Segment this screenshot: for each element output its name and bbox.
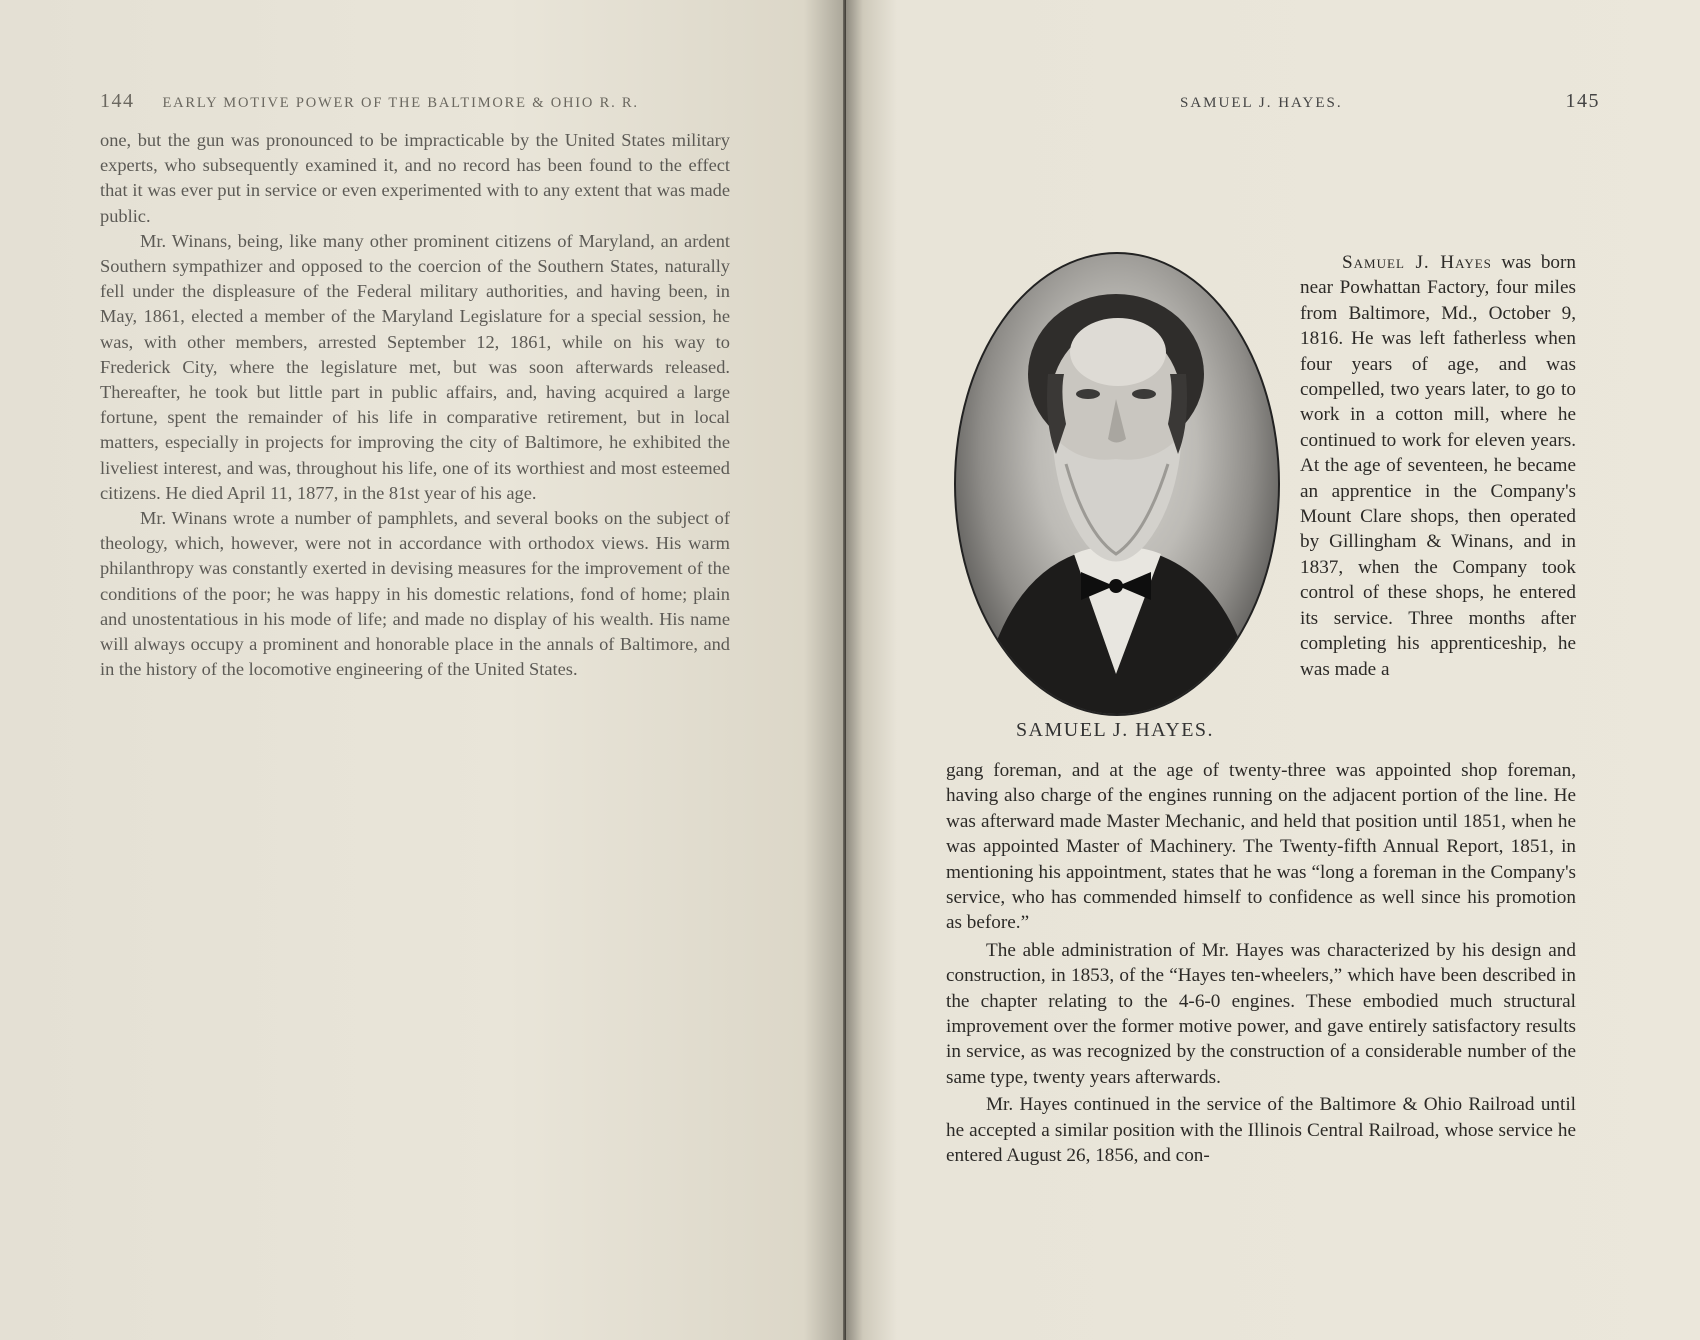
right-paragraph: Mr. Hayes continued in the service of the Baltimore & Ohio Railroad until he accepted a similar position with the Illinois Central Railroad, whose service he entered August 26, 1856, and con- bbox=[946, 1094, 1576, 1167]
portrait-caption: SAMUEL J. HAYES. bbox=[1015, 719, 1215, 741]
right-running-title: SAMUEL J. HAYES. bbox=[1180, 95, 1343, 111]
left-paragraph: Mr. Winans wrote a number of pamphlets, and several books on the subject of theology, which, however, were not in accordance with orthodox views. His warm philanthropy was constantly exerted in devising measures for the improvement of the conditions of the poor; he was happy in his domestic relations, fond of home; plain and unostentatious in his mode of life; and made no display of his wealth. His name will always occupy a prominent and honorable place in the annals of Baltimore, and in the history of the locomotive engineering of the United States. bbox=[100, 508, 730, 680]
left-page bbox=[0, 0, 846, 1340]
left-body-text bbox=[100, 128, 730, 682]
left-running-title: EARLY MOTIVE POWER OF THE BALTIMORE & OHIO R. R. bbox=[162, 95, 639, 111]
left-running-head bbox=[100, 86, 730, 116]
right-first-paragraph bbox=[1300, 250, 1576, 682]
right-body-text bbox=[946, 758, 1576, 1169]
right-continuation: gang foreman, and at the age of twenty-three was appointed shop foreman, having also charge of the engines running on the adjacent portion of the line. He was afterward made Master Mechanic, and held that position until 1851, when he was appointed Master of Machinery. The Twenty-fifth Annual Report, 1851, in mentioning his appointment, states that he was “long a foreman in the Company's service, who has commended himself to confidence as well since his promotion as before.” bbox=[946, 760, 1576, 934]
portrait-illustration bbox=[956, 254, 1278, 714]
lead-name: Samuel J. Hayes bbox=[1342, 252, 1492, 273]
portrait-figure bbox=[952, 252, 1278, 752]
wrap-text: was born near Powhattan Factory, four miles from Baltimore, Md., October 9, 1816. He was left fatherless when four years of age, and was compelled, two years later, to go to work in a cotton mill, where he continued to work for eleven years. At the age of seventeen, he became an apprentice in the Company's Mount Clare shops, then operated by Gillingham & Winans, and in 1837, when the Company took control of these shops, he entered its service. Three months after completing his apprenticeship, he was made a bbox=[1300, 252, 1576, 680]
left-paragraph: one, but the gun was pronounced to be impracticable by the United States military experts, who subsequently examined it, and no record has been found to the effect that it was ever put in service or even experimented with to any extent that was made public. bbox=[100, 130, 730, 226]
portrait-image bbox=[954, 252, 1280, 716]
left-paragraph: Mr. Winans, being, like many other prominent citizens of Maryland, an ardent Southern sympathizer and opposed to the coercion of the Southern States, naturally fell under the displeasure of the Federal military authorities, and having been, in May, 1861, elected a member of the Maryland Legislature for a special session, he was, with other members, arrested September 12, 1861, while on his way to Frederick City, where the legislature met, but was soon afterwards released. Thereafter, he took but little part in public affairs, and, having acquired a large fortune, spent the remainder of his life in comparative retirement, but in local matters, especially in projects for improving the city of Baltimore, he exhibited the liveliest interest, and was, throughout his life, one of its worthiest and most esteemed citizens. He died April 11, 1877, in the 81st year of his age. bbox=[100, 230, 730, 503]
right-running-head bbox=[1180, 86, 1430, 116]
right-paragraph: The able administration of Mr. Hayes was characterized by his design and construction, in 1853, of the “Hayes ten-wheelers,” which have been described in the chapter relating to the 4-6-0 engines. These embodied much structural improvement over the former motive power, and gave entirely satisfactory results in service, as was recognized by the construction of a considerable number of the same type, twenty years afterwards. bbox=[946, 939, 1576, 1088]
page-number-left: 144 bbox=[100, 90, 135, 112]
page-number-right: 145 bbox=[1565, 90, 1600, 112]
right-wrap-text bbox=[1300, 250, 1576, 682]
page-number-right-wrap bbox=[1550, 86, 1600, 116]
